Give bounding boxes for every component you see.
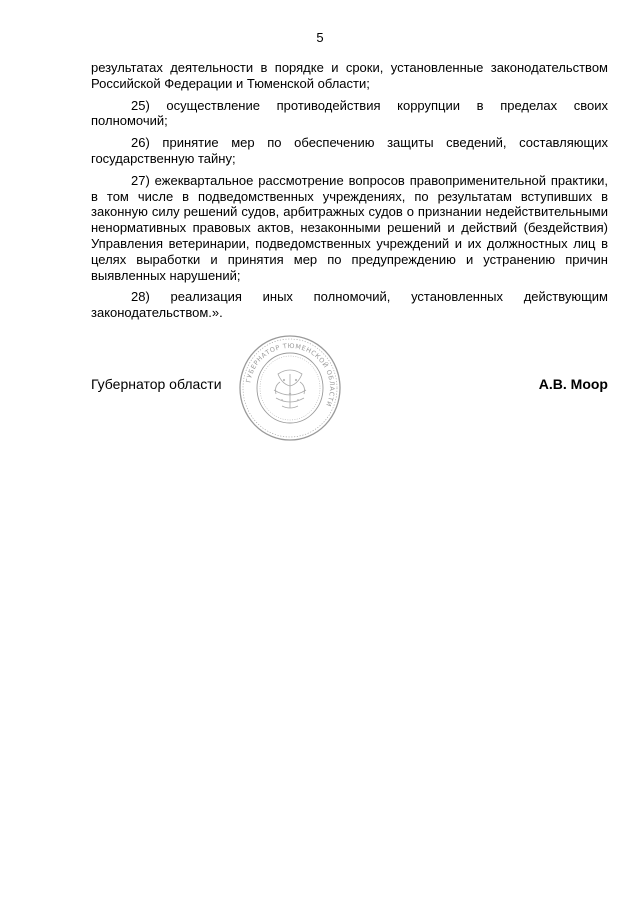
paragraph-continuation: результатах деятельности в порядке и сроки, установленные законодательством Российской Федерации и Тюменской области;: [91, 60, 608, 91]
page-number: 5: [316, 30, 324, 45]
signatory-name: А.В. Моор: [538, 376, 608, 392]
paragraph-item-25: 25) осуществление противодействия коррупции в пределах своих полномочий;: [91, 97, 608, 129]
paragraph-item-27: 27) ежеквартальное рассмотрение вопросов правоприменительной практики, в том числе в подведомственных учреждениях, по результатам вступивших в законную силу решений судов, арбитражных судов о признании недействительными ненормативных правовых актов, незаконными решений и действий (бездействия) Управления ветеринарии, подведомственных учреждений и их должностных лиц в целях выработки и принятия мер по предупреждению и устранению причин выявленных нарушений;: [91, 172, 608, 283]
paragraph-item-26: 26) принятие мер по обеспечению защиты сведений, составляющих государственную тайну;: [91, 135, 608, 166]
signature-block: [91, 370, 608, 400]
official-seal-icon: [238, 334, 342, 442]
seal-text: ГУБЕРНАТОР ТЮМЕНСКОЙ ОБЛАСТИ: [244, 341, 337, 409]
paragraph-item-28: 28) реализация иных полномочий, установленных действующим законодательством.».: [91, 289, 608, 321]
signatory-title: Губернатор области: [91, 376, 222, 392]
document-body: [91, 60, 608, 327]
